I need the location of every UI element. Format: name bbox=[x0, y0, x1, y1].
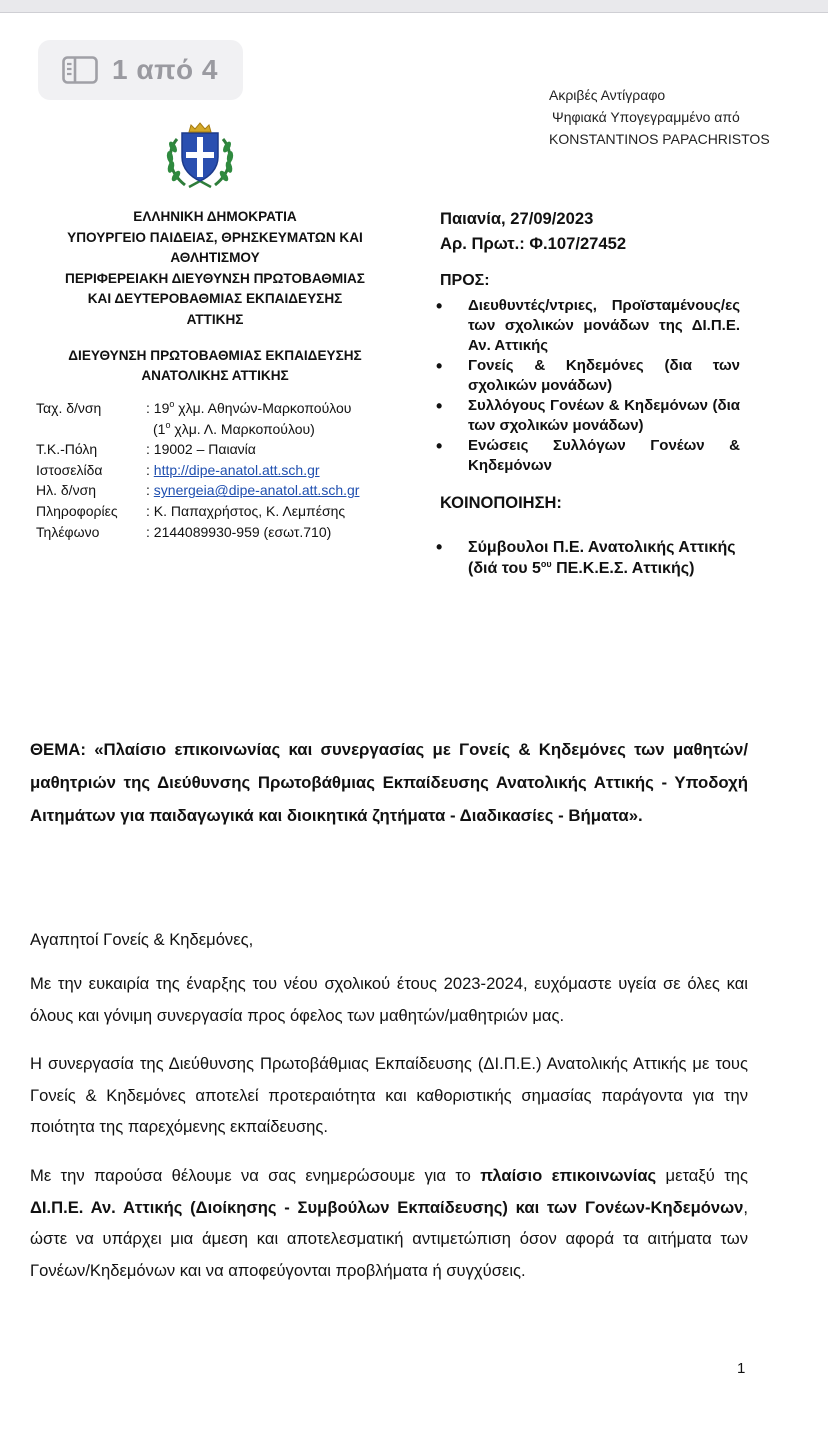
place-date: Παιανία, 27/09/2023 bbox=[440, 209, 594, 228]
cc-list bbox=[440, 537, 740, 579]
phone-label: Τηλέφωνο bbox=[36, 523, 100, 540]
list-item: • Σύμβουλοι Π.Ε. Ανατολικής Αττικής (διά του $5^{o\upsilon}$ ΠΕ.Κ.Ε.Σ. Αττικής) bbox=[440, 537, 740, 579]
contact-row-address-2 bbox=[36, 419, 359, 440]
page-number: 1 bbox=[737, 1360, 746, 1377]
recipients-list bbox=[440, 296, 740, 476]
address-value: : $19^o$ χλμ. Αθηνών-Μαρκοπούλου bbox=[146, 399, 352, 416]
contact-row-phone bbox=[36, 522, 359, 543]
greek-state-emblem-icon bbox=[163, 121, 237, 193]
email-label: Ηλ. δ/νση bbox=[36, 482, 96, 499]
info-value: : Κ. Παπαχρήστος, Κ. Λεμπέσης bbox=[146, 502, 346, 519]
paragraph: Η συνεργασία της Διεύθυνσης Πρωτοβάθμιας Εκπαίδευσης (ΔΙ.Π.Ε.) Ανατολικής Αττικής με τους Γονείς & Κηδεμόνες αποτελεί προτεραιότητα και καθοριστικής σημασίας παράγοντα για την ποιότητα της παρεχόμενης εκπαίδευσης. bbox=[30, 1054, 748, 1136]
signature-line: Ψηφιακά Υπογεγραμμένο από bbox=[552, 109, 740, 125]
city-label: Τ.Κ.-Πόλη bbox=[36, 441, 98, 458]
authority-line: ΥΠΟΥΡΓΕΙΟ ΠΑΙΔΕΙΑΣ, ΘΡΗΣΚΕΥΜΑΤΩΝ ΚΑΙ bbox=[67, 229, 363, 245]
city-value: : 19002 – Παιανία bbox=[146, 441, 256, 458]
paragraph: Με την παρούσα θέλουμε να σας ενημερώσουμε για το πλαίσιο επικοινωνίας μεταξύ της ΔΙ.Π.Ε. Αν. Αττικής (Διοίκησης - Συμβούλων Εκπαίδευσης) και των Γονέων-Κηδεμόνων, ώστε να υπάρχει μια άμεση και αποτελεσματική αντιμετώπιση όσον αφορά τα αιτήματα των Γονέων/Κηδεμόνων και να αποφεύγονται προβλήματα ή συγχύσεις. bbox=[30, 1166, 748, 1280]
authority-line: ΕΛΛΗΝΙΚΗ ΔΗΜΟΚΡΑΤΙΑ bbox=[133, 209, 297, 224]
document-meta bbox=[440, 206, 740, 579]
list-item: • Γονείς & Κηδεμόνες (δια των σχολικών μονάδων) bbox=[440, 356, 740, 396]
contact-row-info bbox=[36, 501, 359, 522]
protocol-number: Αρ. Πρωτ.: Φ.107/27452 bbox=[440, 234, 627, 253]
list-item: • Ενώσεις Συλλόγων Γονέων & Κηδεμόνων bbox=[440, 436, 740, 476]
directorate-line: ΑΝΑΤΟΛΙΚΗΣ ΑΤΤΙΚΗΣ bbox=[141, 368, 289, 383]
authority-line: ΚΑΙ ΔΕΥΤΕΡΟΒΑΘΜΙΑΣ ΕΚΠΑΙΔΕΥΣΗΣ bbox=[87, 291, 343, 306]
list-item: • Διευθυντές/ντριες, Προϊσταμένους/ες των σχολικών μονάδων της ΔΙ.Π.Ε. Αν. Αττικής bbox=[440, 296, 740, 356]
authority-line: ΠΕΡΙΦΕΡΕΙΑΚΗ ΔΙΕΥΘΥΝΣΗ ΠΡΩΤΟΒΑΘΜΙΑΣ bbox=[65, 270, 365, 286]
signature-line: Ακριβές Αντίγραφο bbox=[549, 87, 666, 103]
address-value-2: ($1^o$ χλμ. Λ. Μαρκοπούλου) bbox=[153, 419, 315, 437]
cc-label: ΚΟΙΝΟΠΟΙΗΣΗ: bbox=[440, 494, 562, 512]
contact-row-address bbox=[36, 398, 359, 419]
issuing-authority bbox=[34, 207, 396, 330]
web-label: Ιστοσελίδα bbox=[36, 461, 103, 478]
directorate bbox=[34, 346, 396, 386]
greeting: Αγαπητοί Γονείς & Κηδεμόνες, bbox=[30, 930, 254, 949]
viewer-top-bar bbox=[0, 0, 828, 13]
paragraph: Με την ευκαιρία της έναρξης του νέου σχολικού έτους 2023-2024, ευχόμαστε υγεία σε όλες και όλους και γόνιμη συνεργασία προς όφελος των μαθητών/μαθητριών μας. bbox=[30, 974, 748, 1025]
page-indicator[interactable] bbox=[38, 40, 243, 100]
website-link[interactable]: http://dipe-anatol.att.sch.gr bbox=[153, 461, 320, 478]
signature-signer: KONSTANTINOS PAPACHRISTOS bbox=[549, 131, 770, 147]
directorate-line: ΔΙΕΥΘΥΝΣΗ ΠΡΩΤΟΒΑΘΜΙΑΣ ΕΚΠΑΙΔΕΥΣΗΣ bbox=[68, 348, 362, 363]
contact-row-web: Ιστοσελίδα : http://dipe-anatol.att.sch.gr bbox=[36, 460, 359, 481]
address-label: Ταχ. δ/νση bbox=[36, 400, 102, 416]
digital-signature bbox=[549, 84, 770, 150]
page-indicator-text: 1 από 4 bbox=[112, 54, 218, 85]
info-label: Πληροφορίες bbox=[36, 502, 118, 519]
email-link[interactable]: synergeia@dipe-anatol.att.sch.gr bbox=[153, 482, 360, 499]
contact-row-city bbox=[36, 439, 359, 460]
contact-row-email: Ηλ. δ/νση : synergeia@dipe-anatol.att.sch.gr bbox=[36, 480, 359, 501]
authority-line: ΑΘΛΗΤΙΣΜΟΥ bbox=[170, 250, 260, 265]
recipients-label: ΠΡΟΣ: bbox=[440, 272, 490, 289]
contact-details bbox=[36, 398, 359, 542]
list-item: • Συλλόγους Γονέων & Κηδεμόνων (δια των σχολικών μονάδων) bbox=[440, 396, 740, 436]
authority-line: ΑΤΤΙΚΗΣ bbox=[186, 311, 244, 327]
subject: ΘΕΜΑ: «Πλαίσιο επικοινωνίας και συνεργασίας με Γονείς & Κηδεμόνες των μαθητών/μαθητριών της Διεύθυνσης Πρωτοβάθμιας Εκπαίδευσης Ανατολικής Αττικής - Υποδοχή Αιτημάτων για παιδαγωγικά και διοικητικά ζητήματα - Διαδικασίες - Βήματα». bbox=[30, 740, 748, 825]
sidebar-panel-icon bbox=[62, 56, 98, 84]
phone-value: : 2144089930-959 (εσωτ.710) bbox=[146, 523, 332, 540]
